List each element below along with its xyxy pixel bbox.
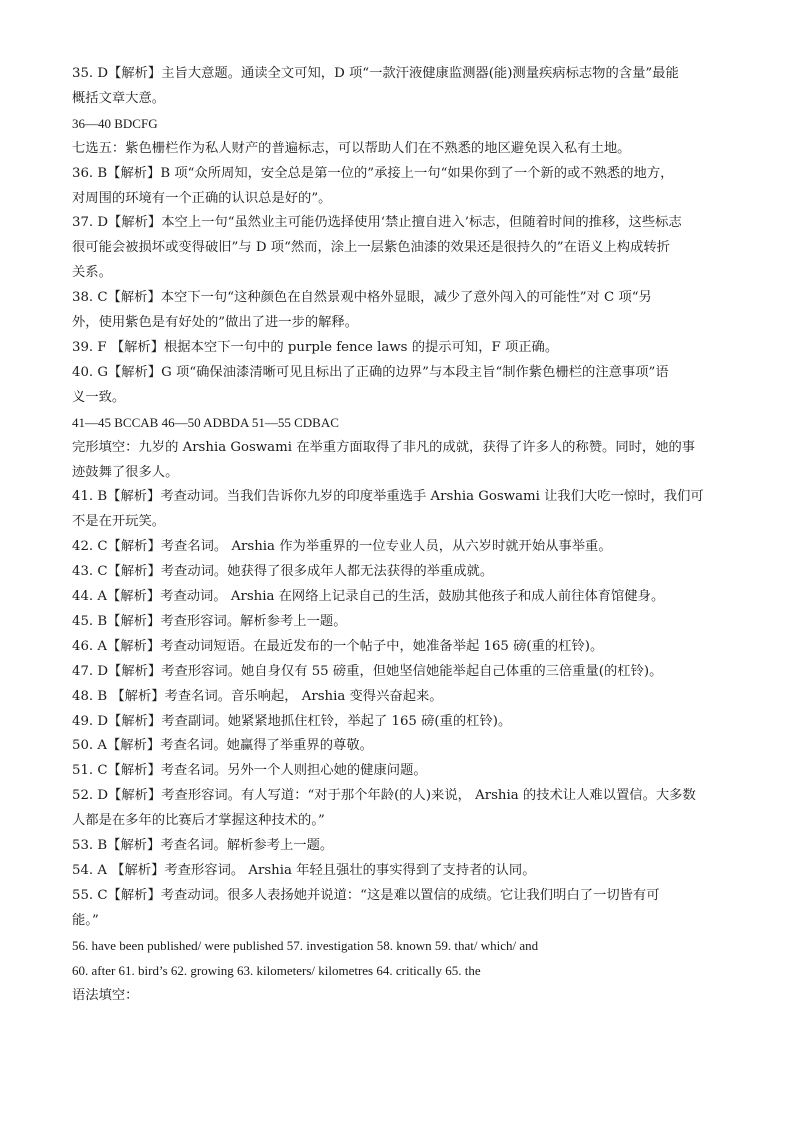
text-line: 40. G【解析】G 项“确保油漆清晰可见且标出了正确的边界”与本段主旨“制作紫色栅栏的注意事项”语 bbox=[72, 364, 669, 380]
text-line: 54. A 【解析】考查形容词。 Arshia 年轻且强壮的事实得到了支持者的认同。 bbox=[72, 863, 536, 878]
section-intro-line: 完形填空：九岁的 Arshia Goswami 在举重方面取得了非凡的成就，获得了许多人的称赞。同时，她的事 bbox=[72, 439, 696, 455]
answer-summary-line: 41—45 BCCAB 46—50 ADBDA 51—55 CDBAC bbox=[72, 414, 339, 430]
text-line: 53. B【解析】考查名词。解析参考上一题。 bbox=[72, 838, 334, 854]
text-line: 48. B 【解析】考查名词。音乐响起， Arshia 变得兴奋起来。 bbox=[72, 688, 443, 704]
text-line: 外，使用紫色是有好处的”做出了进一步的解释。 bbox=[72, 315, 359, 331]
answer-summary-line: 56. have been published/ were published 57. investigation 58. known 59. that/ which/ and bbox=[72, 937, 539, 953]
text-line: 36. B【解析】B 项“众所周知，安全总是第一位的”承接上一句“如果你到了一个新的或不熟悉的地方， bbox=[72, 165, 674, 181]
text-line: 义一致。 bbox=[72, 389, 126, 405]
text-line: 对周围的环境有一个正确的认识总是好的”。 bbox=[72, 190, 332, 206]
text-line: 关系。 bbox=[72, 265, 112, 281]
text-line: 55. C【解析】考查动词。很多人表扬她并说道：“这是难以置信的成绩。它让我们明白了一切皆有可 bbox=[72, 887, 660, 903]
text-line: 52. D【解析】考查形容词。有人写道：“对于那个年龄(的人)来说， Arshia 的技术让人难以置信。大多数 bbox=[72, 788, 696, 804]
text-line: 38. C【解析】本空下一句“这种颜色在自然景观中格外显眼，减少了意外闯入的可能性”对 C 项“另 bbox=[72, 290, 652, 306]
text-line: 人都是在多年的比赛后才掌握这种技术的。” bbox=[72, 813, 325, 829]
text-line: 49. D【解析】考查副词。她紧紧地抓住杠铃，举起了 165 磅(重的杠铃)。 bbox=[72, 713, 512, 729]
text-line: 不是在开玩笑。 bbox=[72, 514, 166, 530]
text-line: 37. D【解析】本空上一句“虽然业主可能仍选择使用‘禁止擅自进入’标志，但随着时间的推移，这些标志 bbox=[72, 215, 682, 231]
text-line: 39. F 【解析】根据本空下一句中的 purple fence laws 的提示可知，F 项正确。 bbox=[72, 339, 559, 355]
section-intro-line: 七选五：紫色栅栏作为私人财产的普遍标志，可以帮助人们在不熟悉的地区避免误入私有土地。 bbox=[72, 140, 631, 156]
text-line: 43. C【解析】考查动词。她获得了很多成年人都无法获得的举重成就。 bbox=[72, 564, 494, 580]
text-line: 41. B【解析】考查动词。当我们告诉你九岁的印度举重选手 Arshia Goswami 让我们大吃一惊时，我们可 bbox=[72, 489, 704, 505]
section-heading: 语法填空： bbox=[72, 987, 139, 1003]
answer-key-document bbox=[72, 62, 724, 1008]
text-line: 47. D【解析】考查形容词。她自身仅有 55 磅重，但她坚信她能举起自己体重的三倍重量(的杠铃)。 bbox=[72, 663, 663, 679]
answer-summary-line: 36—40 BDCFG bbox=[72, 115, 158, 131]
answer-summary-line: 60. after 61. bird’s 62. growing 63. kilometers/ kilometres 64. critically 65. the bbox=[72, 962, 481, 978]
text-line: 42. C【解析】考查名词。 Arshia 作为举重界的一位专业人员，从六岁时就开始从事举重。 bbox=[72, 539, 612, 555]
text-line: 迹鼓舞了很多人。 bbox=[72, 464, 179, 480]
text-line: 50. A【解析】考查名词。她赢得了举重界的尊敬。 bbox=[72, 738, 373, 754]
text-line: 46. A【解析】考查动词短语。在最近发布的一个帖子中，她准备举起 165 磅(重的杠铃)。 bbox=[72, 638, 604, 654]
text-line: 概括文章大意。 bbox=[72, 90, 166, 106]
text-line: 45. B【解析】考查形容词。解析参考上一题。 bbox=[72, 613, 347, 629]
text-line: 44. A【解析】考查动词。 Arshia 在网络上记录自己的生活，鼓励其他孩子和成人前往体育馆健身。 bbox=[72, 589, 665, 605]
text-line: 很可能会被损坏或变得破旧”与 D 项“然而，涂上一层紫色油漆的效果还是很持久的”在语义上构成转折 bbox=[72, 240, 670, 256]
text-line: 能。” bbox=[72, 912, 99, 928]
text-line: 51. C【解析】考查名词。另外一个人则担心她的健康问题。 bbox=[72, 763, 427, 779]
text-line: 35. D【解析】主旨大意题。通读全文可知，D 项“一款汗液健康监测器(能)测量疾病标志物的含量”最能 bbox=[72, 66, 679, 81]
